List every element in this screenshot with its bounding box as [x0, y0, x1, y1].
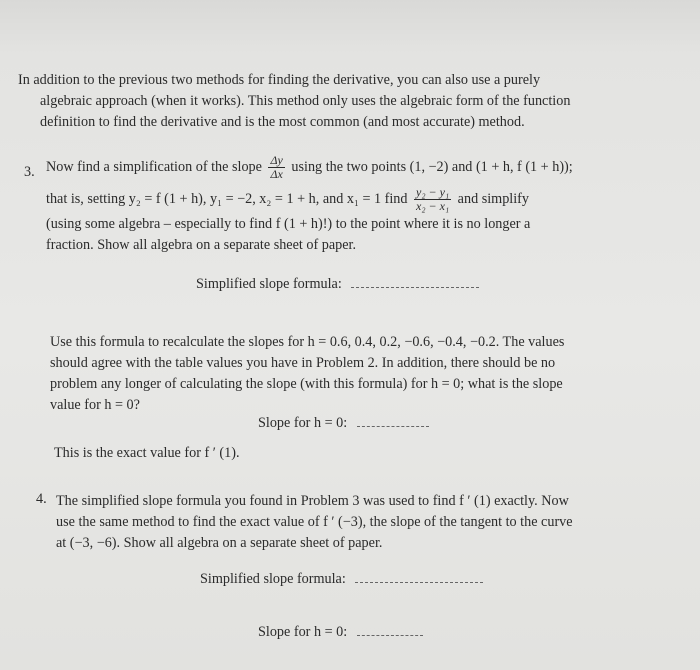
problem-4-answer-row-1 — [200, 571, 483, 588]
problem-4-answer-row-2 — [258, 624, 423, 641]
problem-4-number: 4. — [36, 491, 47, 507]
problem-3-answer-row — [196, 276, 479, 293]
slope-fraction — [268, 154, 284, 181]
slope-fraction-denominator: Δx — [270, 167, 283, 181]
slope-fraction-numerator: Δy — [270, 153, 283, 167]
problem-3-line-1 — [46, 154, 646, 181]
p4-slope-h0-label: Slope for h = 0: — [258, 624, 348, 640]
intro-line-2: algebraic approach (when it works). This method only uses the algebraic form of the function — [40, 93, 571, 109]
problem-3-line-4: fraction. Show all algebra on a separate sheet of paper. — [46, 237, 357, 253]
problem-3-line-2-b: and simplify — [457, 190, 529, 207]
problem-4-line-1: The simplified slope formula you found in Problem 3 was used to find f ′ (1) exactly. Now — [56, 493, 569, 509]
problem-3-line-2-a: that is, setting y₂ = f (1 + h), y₁ = −2, x₂ = 1 + h, and x₁ = 1 find — [46, 190, 408, 207]
followup-line-2: should agree with the table values you have in Problem 2. In addition, there should be no — [50, 355, 556, 371]
problem-3-text-a: Now find a simplification of the slope — [46, 158, 262, 175]
followup-line-1: Use this formula to recalculate the slopes for h = 0.6, 0.4, 0.2, −0.6, −0.4, −0.2. The values — [50, 334, 565, 350]
followup-line-3: problem any longer of calculating the slope (with this formula) for h = 0; what is the slope — [50, 376, 563, 392]
difference-quotient-fraction — [414, 186, 451, 213]
problem-3-text-b: using the two points (1, −2) and (1 + h, f (1 + h)); — [291, 158, 573, 175]
p4-simplified-slope-answer-blank[interactable] — [355, 574, 483, 583]
slope-h0-answer-row — [258, 415, 429, 432]
problem-3-line-3: (using some algebra – especially to find f (1 + h)!) to the point where it is no longer a — [46, 216, 531, 232]
difference-quotient-numerator: y₂ − y₁ — [416, 185, 450, 199]
problem-3-number: 3. — [24, 164, 35, 180]
slope-h0-label: Slope for h = 0: — [258, 415, 348, 431]
intro-line-1: In addition to the previous two methods for finding the derivative, you can also use a purely — [18, 72, 541, 88]
intro-line-3: definition to find the derivative and is the most common (and most accurate) method. — [40, 114, 525, 130]
intro-paragraph — [18, 70, 638, 133]
p4-slope-h0-answer-blank[interactable] — [357, 627, 423, 636]
simplified-slope-label: Simplified slope formula: — [196, 276, 342, 292]
followup-line-4: value for h = 0? — [50, 397, 140, 413]
problem-4-line-2: use the same method to find the exact value of f ′ (−3), the slope of the tangent to the curve — [56, 514, 573, 530]
simplified-slope-answer-blank[interactable] — [351, 279, 479, 288]
problem-4-line-3: at (−3, −6). Show all algebra on a separate sheet of paper. — [56, 535, 383, 551]
difference-quotient-denominator: x₂ − x₁ — [416, 199, 450, 213]
exact-value-note: This is the exact value for f ′ (1). — [54, 445, 240, 461]
problem-3-line-2 — [46, 186, 646, 213]
p4-simplified-slope-label: Simplified slope formula: — [200, 571, 346, 587]
slope-h0-answer-blank[interactable] — [357, 418, 429, 427]
